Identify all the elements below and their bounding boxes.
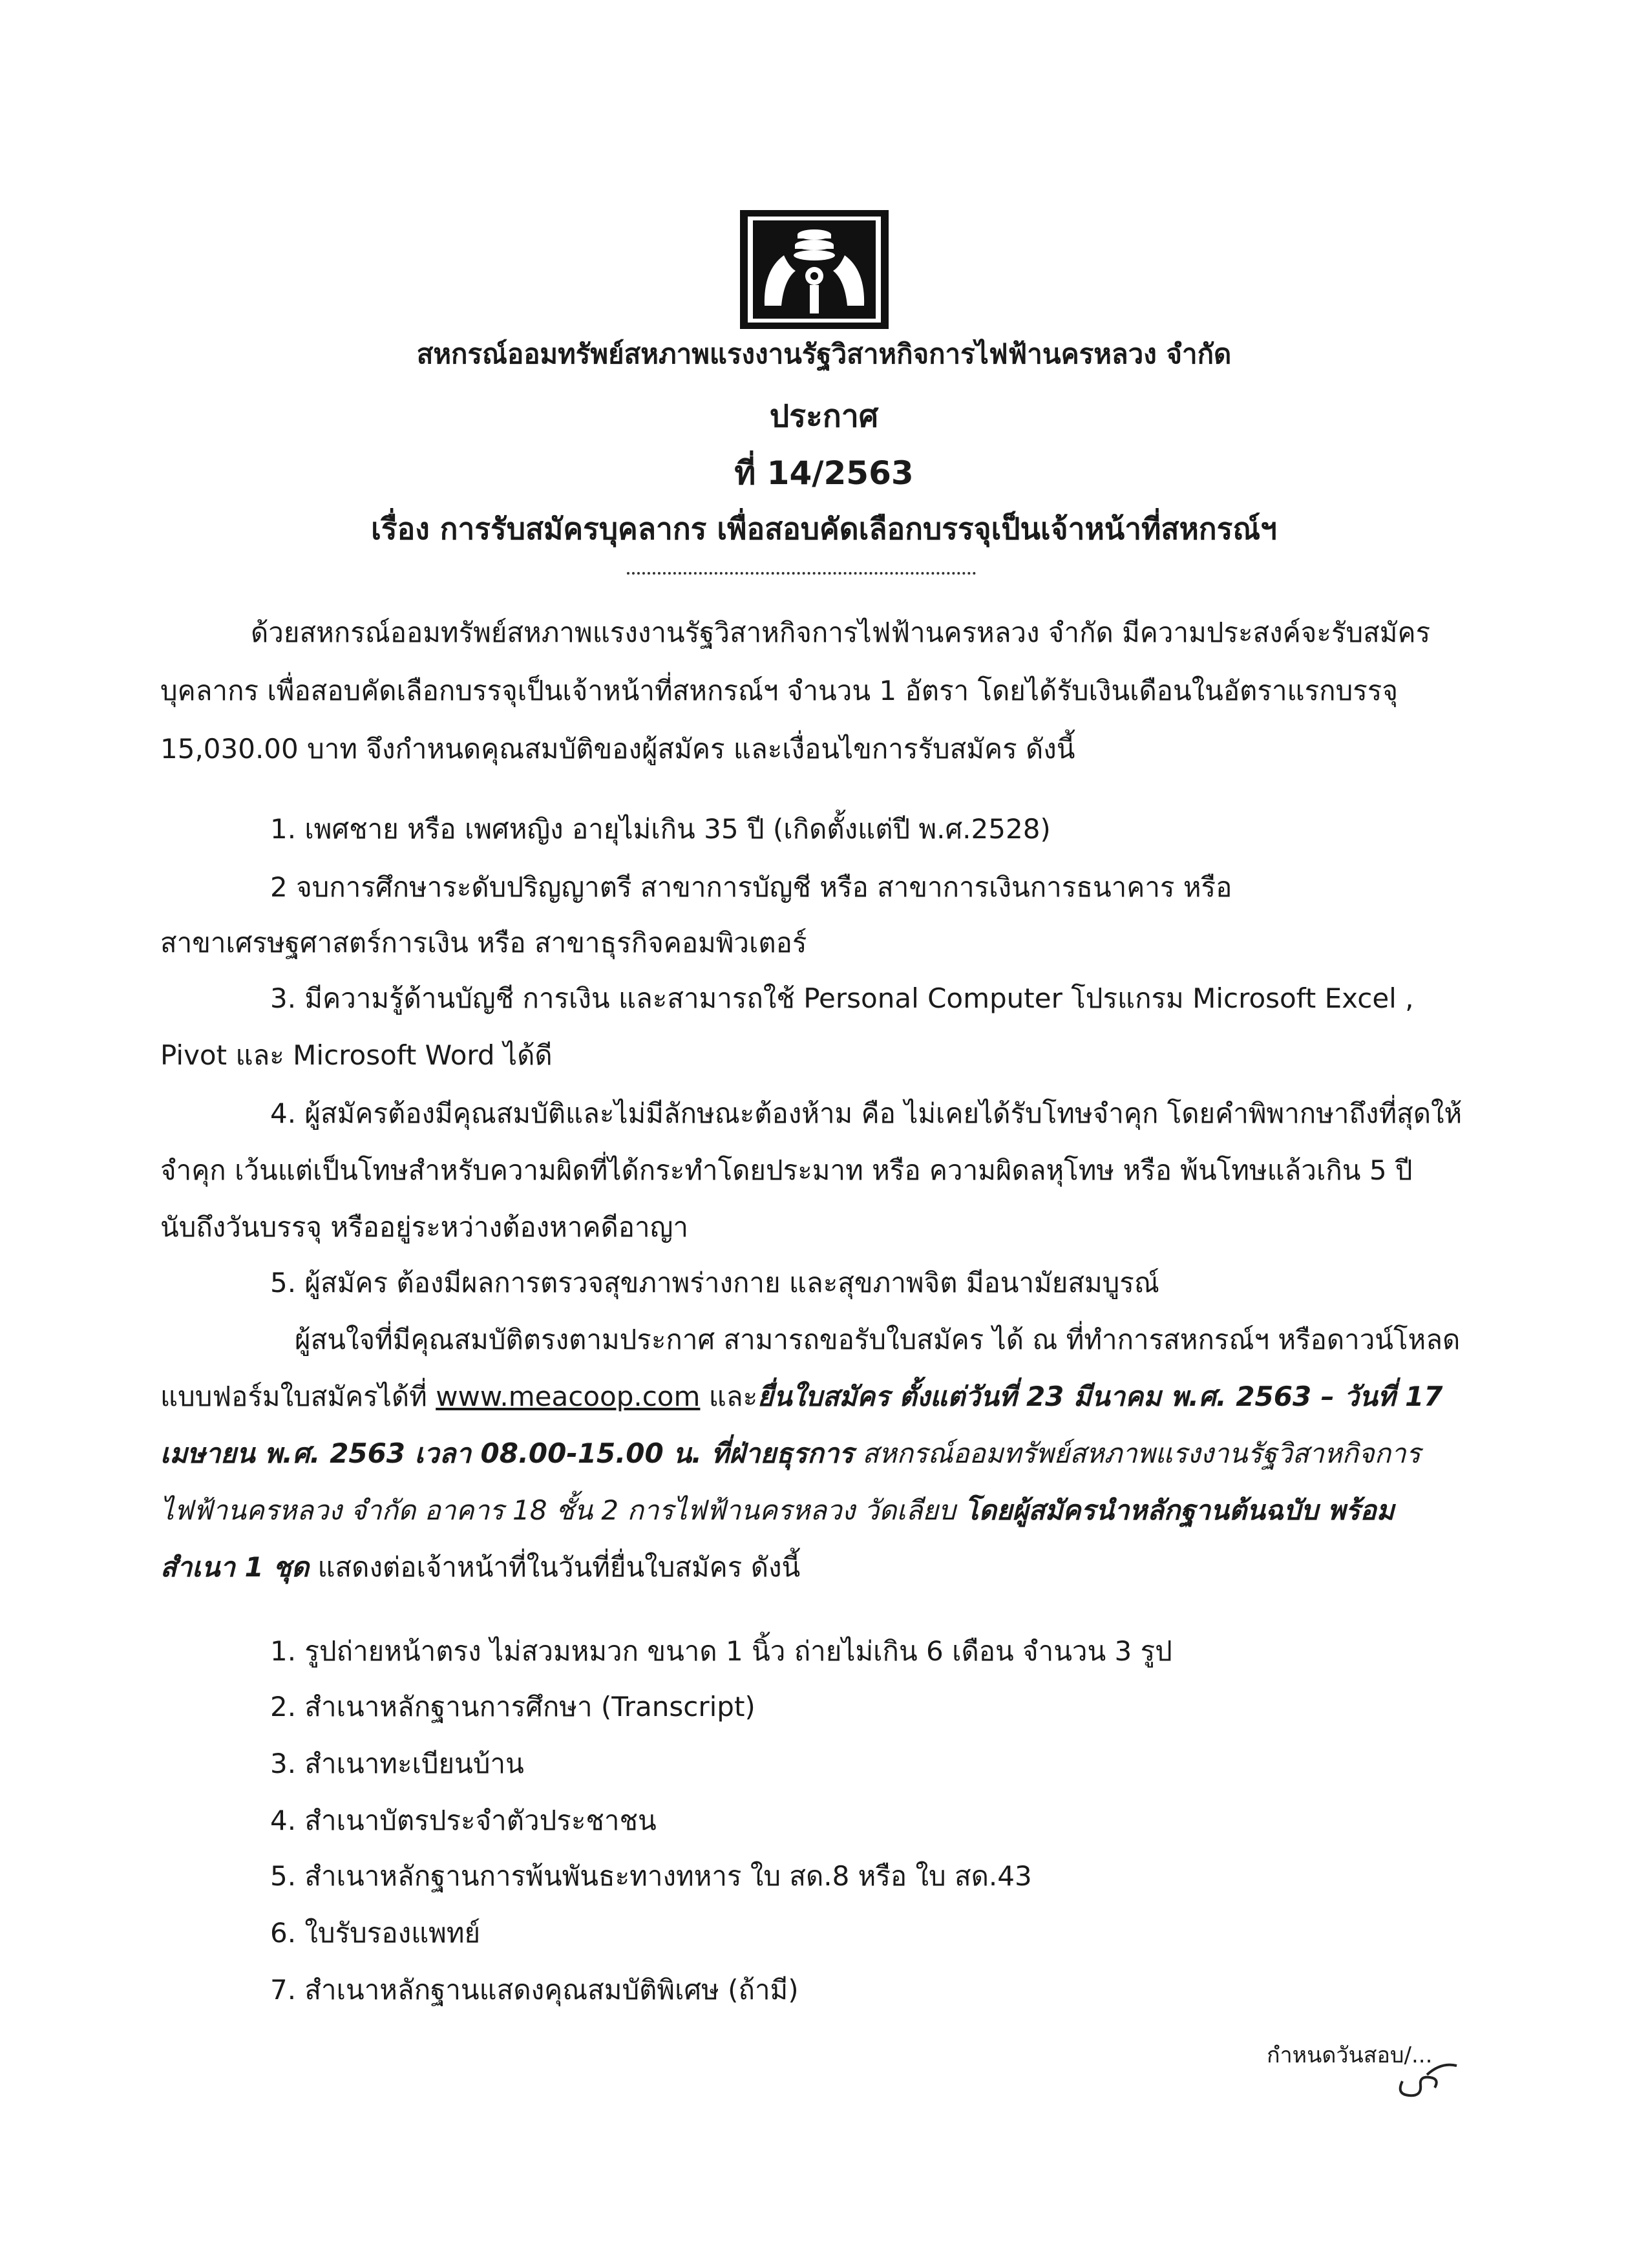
application-line: ไฟฟ้านครหลวง จำกัด อาคาร 18 ชั้น 2 การไฟฟ้านครหลวง วัดเลียบ โดยผู้สมัครนำหลักฐานต้นฉบับ พร้อม bbox=[160, 1494, 1395, 1526]
document-item: 3. สำเนาทะเบียนบ้าน bbox=[270, 1748, 524, 1779]
qualification-item: 5. ผู้สมัคร ต้องมีผลการตรวจสุขภาพร่างกาย และสุขภาพจิต มีอนามัยสมบูรณ์ bbox=[270, 1267, 1159, 1298]
qualification-item: สาขาเศรษฐศาสตร์การเงิน หรือ สาขาธุรกิจคอมพิวเตอร์ bbox=[160, 927, 807, 959]
announcement-number: ที่ 14/2563 bbox=[734, 454, 914, 492]
application-line: แบบฟอร์มใบสมัครได้ที่ www.meacoop.com และยื่นใบสมัคร ตั้งแต่วันที่ 23 มีนาคม พ.ศ. 2563 – วันที่ 17 bbox=[160, 1381, 1443, 1412]
qualification-item: Pivot และ Microsoft Word ได้ดี bbox=[160, 1039, 553, 1071]
qualification-item: 1. เพศชาย หรือ เพศหญิง อายุไม่เกิน 35 ปี (เกิดตั้งแต่ปี พ.ศ.2528) bbox=[270, 813, 1051, 845]
continuation-note: กำหนดวันสอบ/... bbox=[1267, 2042, 1433, 2068]
intro-line: ด้วยสหกรณ์ออมทรัพย์สหภาพแรงงานรัฐวิสาหกิจการไฟฟ้านครหลวง จำกัด มีความประสงค์จะรับสมัคร bbox=[251, 617, 1431, 648]
organization-name: สหกรณ์ออมทรัพย์สหภาพแรงงานรัฐวิสาหกิจการไฟฟ้านครหลวง จำกัด bbox=[416, 338, 1232, 370]
document-item: 1. รูปถ่ายหน้าตรง ไม่สวมหมวก ขนาด 1 นิ้ว ถ่ายไม่เกิน 6 เดือน จำนวน 3 รูป bbox=[270, 1635, 1172, 1667]
application-line: เมษายน พ.ศ. 2563 เวลา 08.00-15.00 น. ที่ฝ่ายธุรการ สหกรณ์ออมทรัพย์สหภาพแรงงานรัฐวิสาหกิจการ bbox=[160, 1437, 1421, 1469]
qualification-item: นับถึงวันบรรจุ หรืออยู่ระหว่างต้องหาคดีอาญา bbox=[160, 1211, 688, 1243]
cooperative-logo bbox=[739, 209, 890, 330]
qualification-item: 4. ผู้สมัครต้องมีคุณสมบัติและไม่มีลักษณะต้องห้าม คือ ไม่เคยได้รับโทษจำคุก โดยคำพิพากษาถึงที่สุดให้ bbox=[270, 1097, 1463, 1129]
qualification-item: 3. มีความรู้ด้านบัญชี การเงิน และสามารถใช้ Personal Computer โปรแกรม Microsoft Excel , bbox=[270, 982, 1414, 1014]
application-line: สำเนา 1 ชุด แสดงต่อเจ้าหน้าที่ในวันที่ยื่นใบสมัคร ดังนี้ bbox=[160, 1551, 801, 1583]
document-item: 4. สำเนาบัตรประจำตัวประชาชน bbox=[270, 1805, 657, 1836]
dotted-divider bbox=[627, 572, 976, 575]
announcement-subject: เรื่อง การรับสมัครบุคลากร เพื่อสอบคัดเลือกบรรจุเป็นเจ้าหน้าที่สหกรณ์ฯ bbox=[371, 511, 1277, 546]
intro-line: 15,030.00 บาท จึงกำหนดคุณสมบัติของผู้สมัคร และเงื่อนไขการรับสมัคร ดังนี้ bbox=[160, 733, 1075, 765]
document-item: 7. สำเนาหลักฐานแสดงคุณสมบัติพิเศษ (ถ้ามี) bbox=[270, 1974, 799, 2006]
document-item: 5. สำเนาหลักฐานการพ้นพันธะทางทหาร ใบ สด.8 หรือ ใบ สด.43 bbox=[270, 1860, 1032, 1892]
intro-line: บุคลากร เพื่อสอบคัดเลือกบรรจุเป็นเจ้าหน้าที่สหกรณ์ฯ จำนวน 1 อัตรา โดยได้รับเงินเดือนในอัตราแรกบรรจุ bbox=[160, 675, 1398, 706]
website-link[interactable]: www.meacoop.com bbox=[436, 1381, 701, 1412]
qualification-item: 2 จบการศึกษาระดับปริญญาตรี สาขาการบัญชี หรือ สาขาการเงินการธนาคาร หรือ bbox=[270, 871, 1232, 903]
qualification-item: จำคุก เว้นแต่เป็นโทษสำหรับความผิดที่ได้กระทำโดยประมาท หรือ ความผิดลหุโทษ หรือ พ้นโทษแล้วเกิน 5 ปี bbox=[160, 1154, 1413, 1186]
announcement-title: ประกาศ bbox=[769, 398, 879, 434]
document-item: 6. ใบรับรองแพทย์ bbox=[270, 1917, 481, 1949]
document-item: 2. สำเนาหลักฐานการศึกษา (Transcript) bbox=[270, 1691, 755, 1722]
signature-initial bbox=[1389, 2049, 1461, 2101]
application-line: ผู้สนใจที่มีคุณสมบัติตรงตามประกาศ สามารถขอรับใบสมัคร ได้ ณ ที่ทำการสหกรณ์ฯ หรือดาวน์โหลด bbox=[295, 1324, 1461, 1355]
